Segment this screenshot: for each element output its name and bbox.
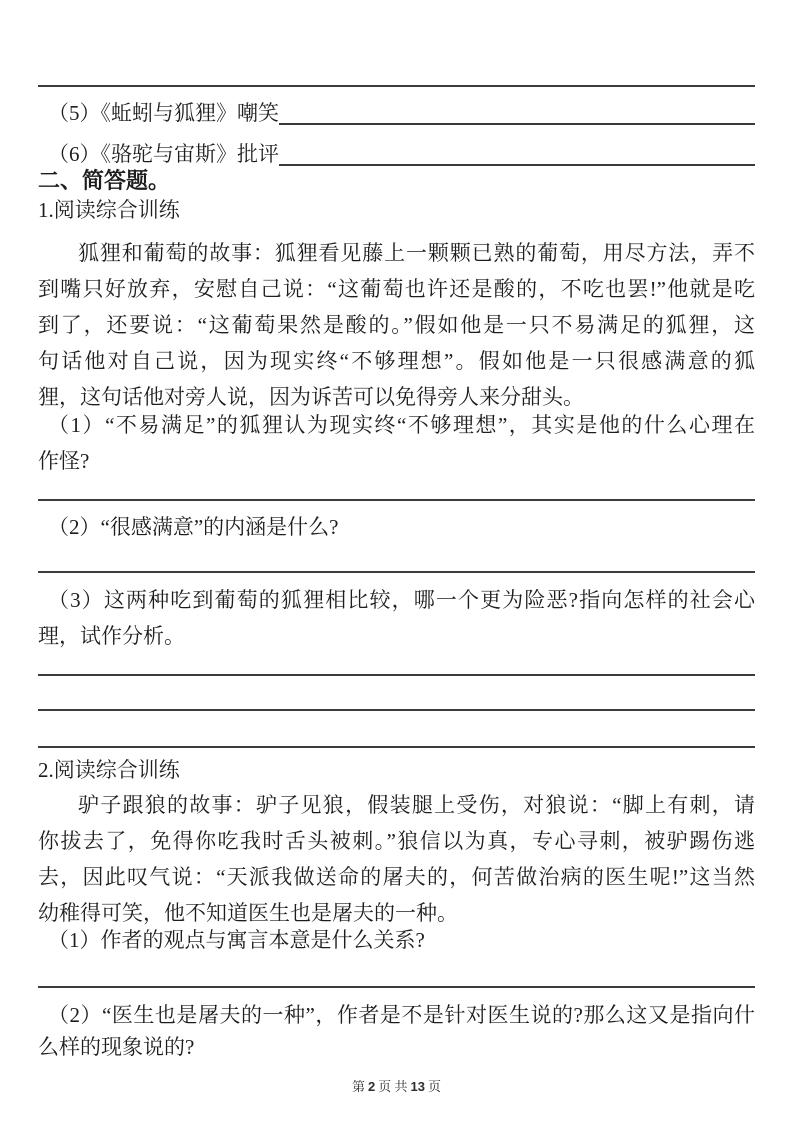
question-line: 作怪?	[38, 449, 90, 473]
answer-blank-line[interactable]	[38, 986, 755, 988]
passage-line: 狐狸和葡萄的故事：狐狸看见藤上一颗颗已熟的葡萄，用尽方法，弄不	[78, 241, 755, 265]
page-footer	[38, 1077, 755, 1097]
exercise1-question-2: （2）“很感满意”的内涵是什么?	[48, 515, 339, 539]
footer-middle: 页 共	[378, 1079, 408, 1094]
fill-blank-underline-6[interactable]	[279, 135, 755, 166]
page-top-divider	[38, 85, 755, 87]
passage-line: 你拔去了，免得你吃我时舌头被刺。”狼信以为真，专心寻刺，被驴踢伤逃	[38, 829, 755, 853]
answer-blank-line[interactable]	[38, 571, 755, 573]
exercise2-question-1: （1）作者的观点与寓言本意是什么关系?	[48, 928, 425, 952]
fill-blank-label-5: （5）《蚯蚓与狐狸》嘲笑	[48, 101, 279, 125]
exercise1-passage	[38, 235, 755, 415]
answer-blank-line[interactable]	[38, 746, 755, 748]
section-heading: 二、简答题。	[38, 168, 171, 193]
total-page-number: 13	[410, 1079, 425, 1094]
passage-line: 去，因此叹气说：“天派我做送命的屠夫的，何苦做治病的医生呢!”这当然	[38, 865, 755, 889]
passage-line: 到嘴只好放弃，安慰自己说：“这葡萄也许还是酸的，不吃也罢!”他就是吃	[38, 277, 755, 301]
answer-blank-line[interactable]	[38, 709, 755, 711]
footer-suffix: 页	[427, 1079, 441, 1094]
passage-line: 驴子跟狼的故事：驴子见狼，假装腿上受伤，对狼说：“脚上有刺，请	[78, 793, 755, 817]
answer-blank-line[interactable]	[38, 499, 755, 501]
passage-line: 到了，还要说：“这葡萄果然是酸的。”假如他是一只不易满足的狐狸，这	[38, 313, 755, 337]
passage-line: 句话他对自己说，因为现实终“不够理想”。假如他是一只很感满意的狐	[38, 349, 755, 373]
question-line: 么样的现象说的?	[38, 1035, 195, 1059]
exercise1-question-1	[38, 407, 755, 479]
exercise1-title: 1.阅读综合训练	[38, 198, 180, 222]
fill-blank-label-6: （6）《骆驼与宙斯》批评	[48, 142, 279, 166]
exercise2-title: 2.阅读综合训练	[38, 758, 180, 782]
question-line: （3）这两种吃到葡萄的狐狸相比较，哪一个更为险恶?指向怎样的社会心	[48, 588, 755, 612]
answer-blank-line[interactable]	[38, 674, 755, 676]
fill-blank-row-5	[38, 94, 755, 132]
question-line: 理，试作分析。	[38, 624, 185, 648]
current-page-number: 2	[368, 1079, 376, 1094]
exercise2-passage	[38, 787, 755, 931]
exercise2-question-2	[38, 999, 755, 1063]
passage-line: 幼稚得可笑，他不知道医生也是屠夫的一种。	[38, 901, 458, 925]
footer-prefix: 第	[352, 1079, 366, 1094]
fill-blank-underline-5[interactable]	[279, 94, 755, 125]
exercise1-question-3	[38, 582, 755, 654]
question-line: （2）“医生也是屠夫的一种”，作者是不是针对医生说的?那么这又是指向什	[48, 1003, 755, 1027]
question-line: （1）“不易满足”的狐狸认为现实终“不够理想”，其实是他的什么心理在	[48, 413, 755, 437]
passage-line: 狸，这句话他对旁人说，因为诉苦可以免得旁人来分甜头。	[38, 385, 584, 409]
